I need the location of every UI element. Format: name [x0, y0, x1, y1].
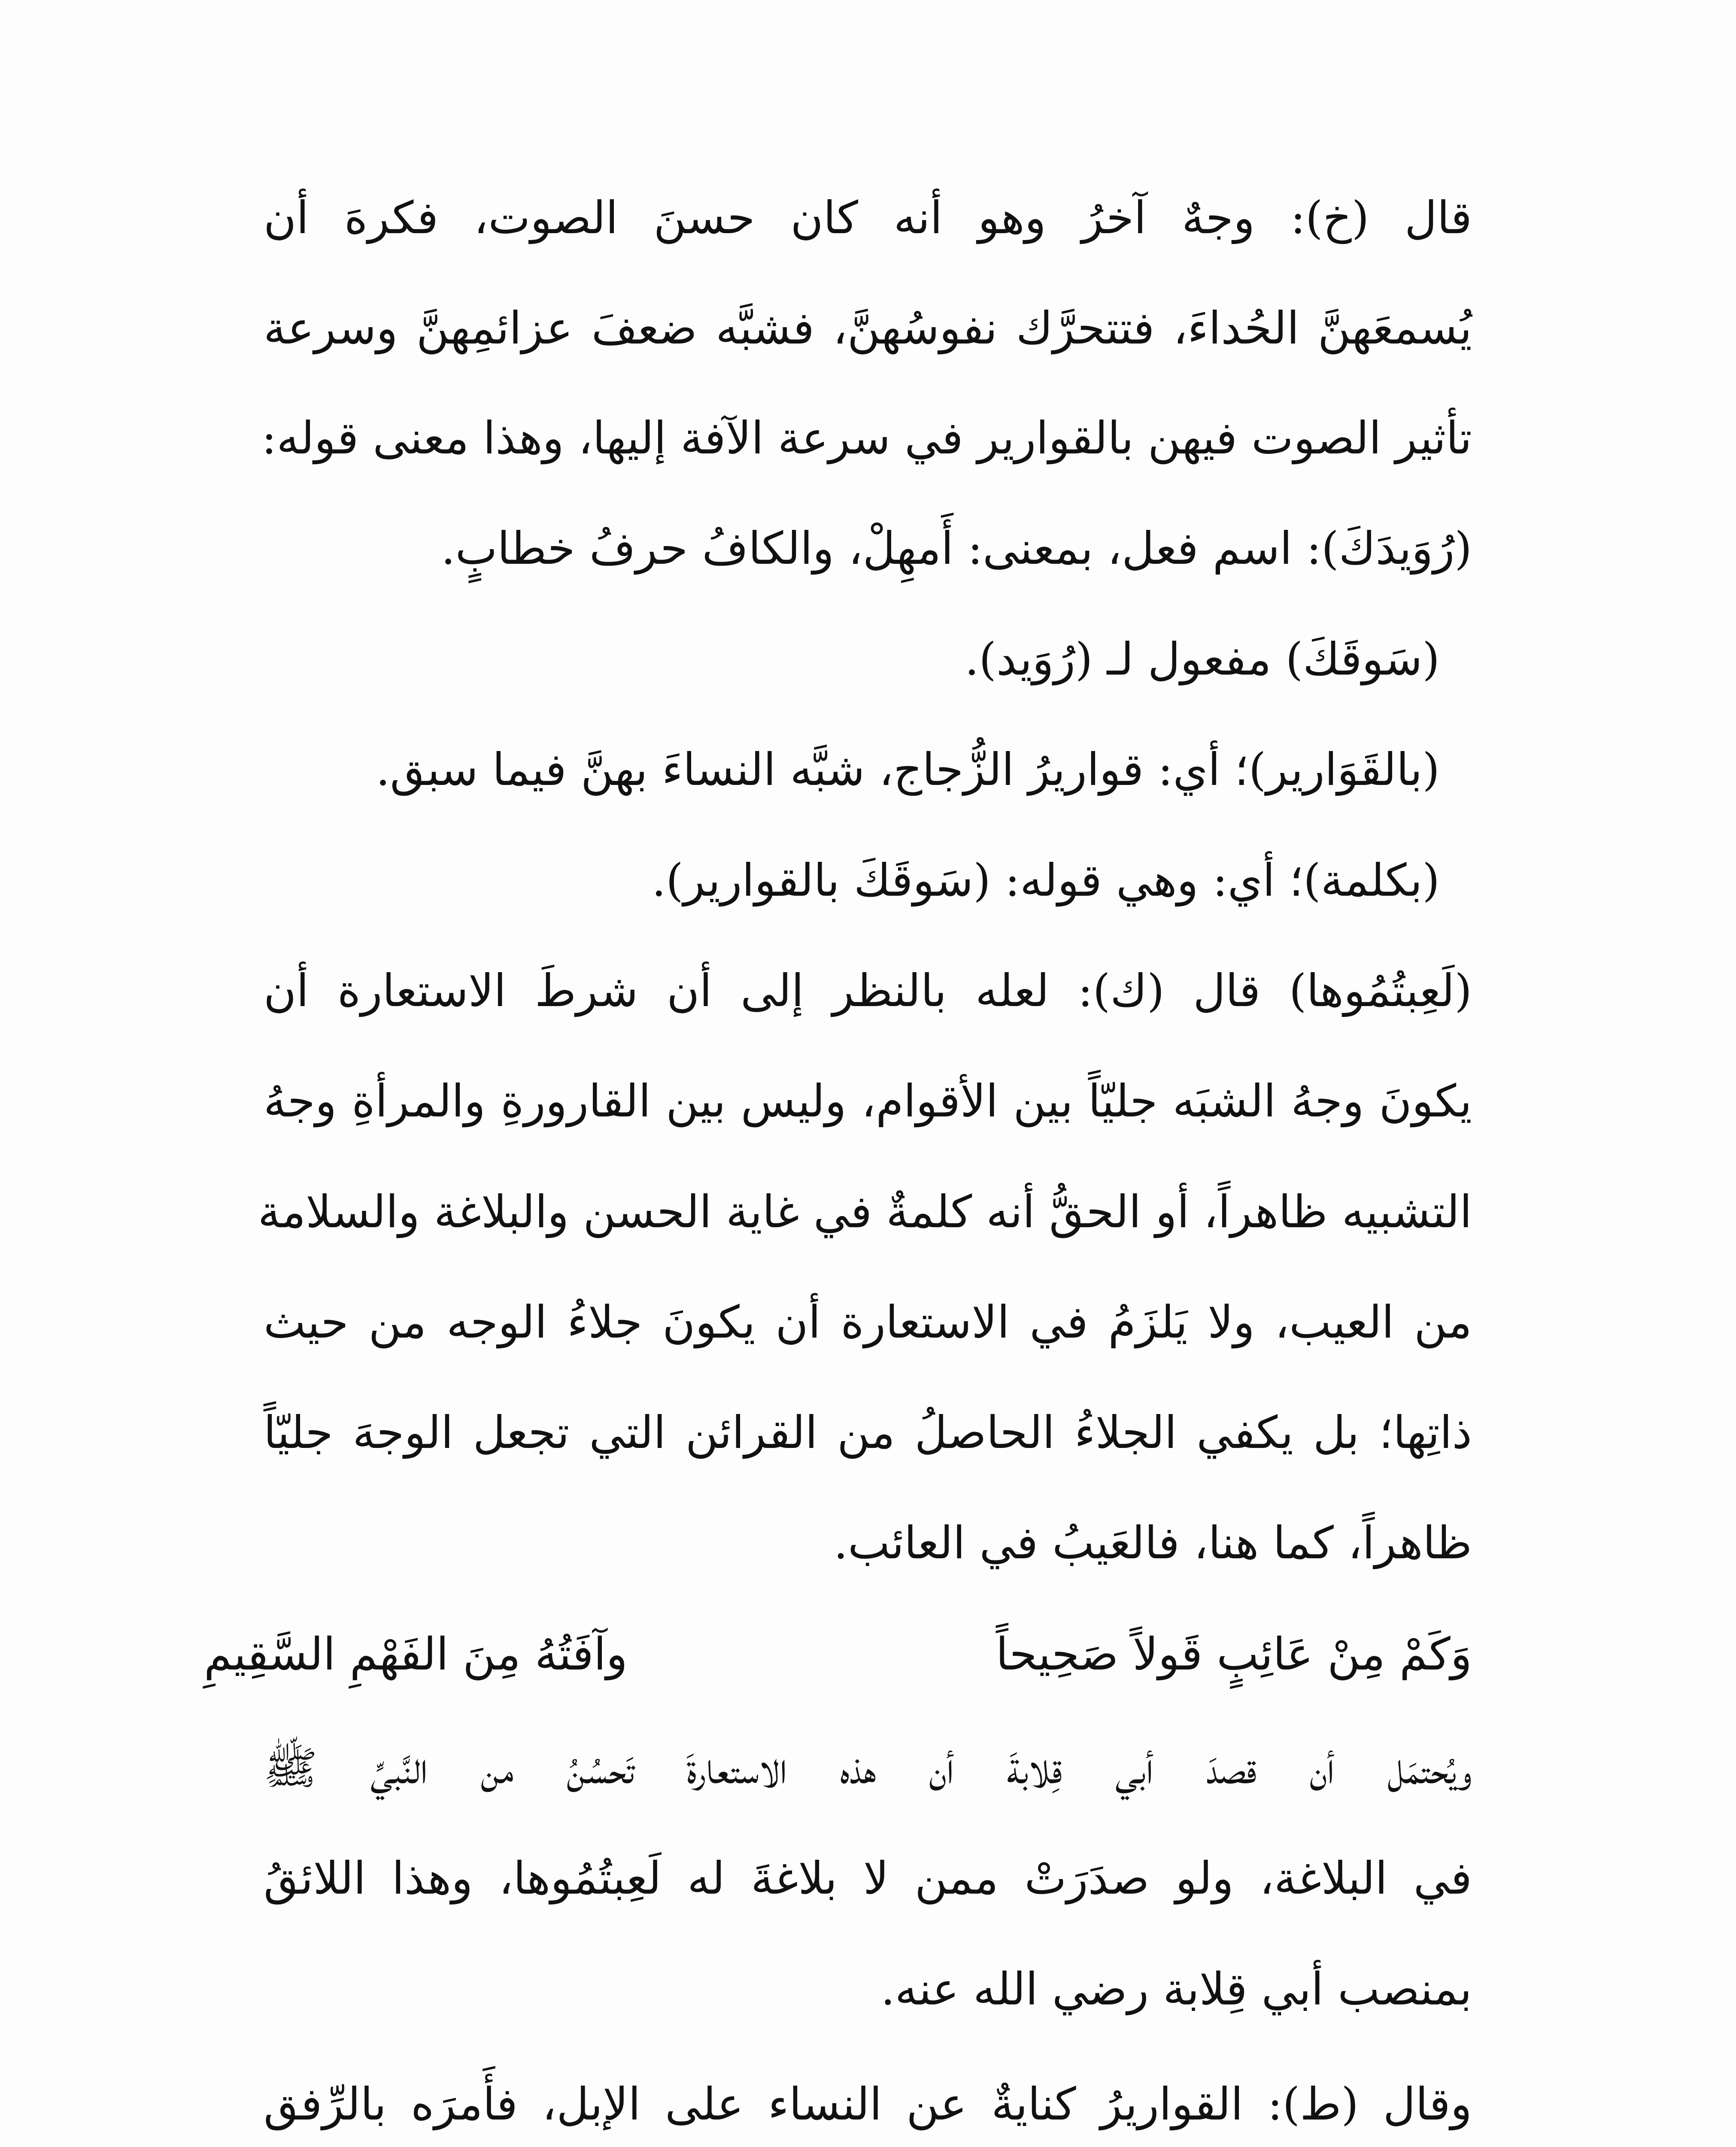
text-line: في البلاغة، ولو صدَرَتْ ممن لا بلاغةَ له لَعِبتُمُوها، وهذا اللائقُ [264, 1852, 1472, 1904]
poem-second-hemistich: وآفَتُهُ مِنَ الفَهْمِ السَّقِيمِ [204, 1628, 628, 1680]
text-line: (بكلمة)؛ أي: وهي قوله: (سَوقَكَ بالقوارير). [652, 854, 1440, 906]
text-line: قال (خ): وجهٌ آخرُ وهو أنه كان حسنَ الصوت، فكرهَ أن [264, 192, 1472, 244]
text-line: (رُوَيدَكَ): اسم فعل، بمعنى: أَمهِلْ، والكافُ حرفُ خطابٍ. [441, 522, 1472, 575]
text-line: ظاهراً، كما هنا، فالعَيبُ في العائب. [834, 1517, 1472, 1569]
text-line: من العيب، ولا يَلزَمُ في الاستعارة أن يكونَ جلاءُ الوجه من حيث [264, 1296, 1472, 1348]
poem-first-hemistich: وَكَمْ مِنْ عَائِبٍ قَولاً صَحِيحاً [995, 1628, 1472, 1680]
text-line: (لَعِبتُمُوها) قال (ك): لعله بالنظر إلى أن شرطَ الاستعارة أن [264, 964, 1472, 1017]
text-line: بمنصب أبي قِلابة رضي الله عنه. [880, 1963, 1472, 2015]
text-line: ذاتِها؛ بل يكفي الجلاءُ الحاصلُ من القرائن التي تجعل الوجهَ جليّاً [264, 1406, 1472, 1459]
text-line: (بالقَوَارير)؛ أي: قواريرُ الزُّجاج، شبَّه النساءَ بهنَّ فيما سبق. [376, 743, 1440, 796]
text-line: التشبيه ظاهراً، أو الحقُّ أنه كلمةٌ في غاية الحسن والبلاغة والسلامة [258, 1186, 1472, 1238]
text-line: يُسمعَهنَّ الحُداءَ، فتتحرَّك نفوسُهنَّ، فشبَّه ضعفَ عزائمِهنَّ وسرعة [264, 302, 1472, 354]
text-line: ويُحتمَل أن قصدَ أبي قِلابةَ أن هذه الاستعارةَ تَحسُنُ من النَّبيِّ ﷺ [264, 1742, 1472, 1794]
text-line: (سَوقَكَ) مفعول لـ (رُوَيد). [965, 633, 1440, 685]
text-line: تأثير الصوت فيهن بالقوارير في سرعة الآفة إليها، وهذا معنى قوله: [261, 412, 1472, 464]
text-line: يكونَ وجهُ الشبَه جليّاً بين الأقوام، وليس بين القارورةِ والمرأةِ وجهُ [264, 1075, 1472, 1127]
text-line: وقال (ط): القواريرُ كنايةٌ عن النساء على الإبل، فأَمرَه بالرِّفق [264, 2078, 1472, 2130]
